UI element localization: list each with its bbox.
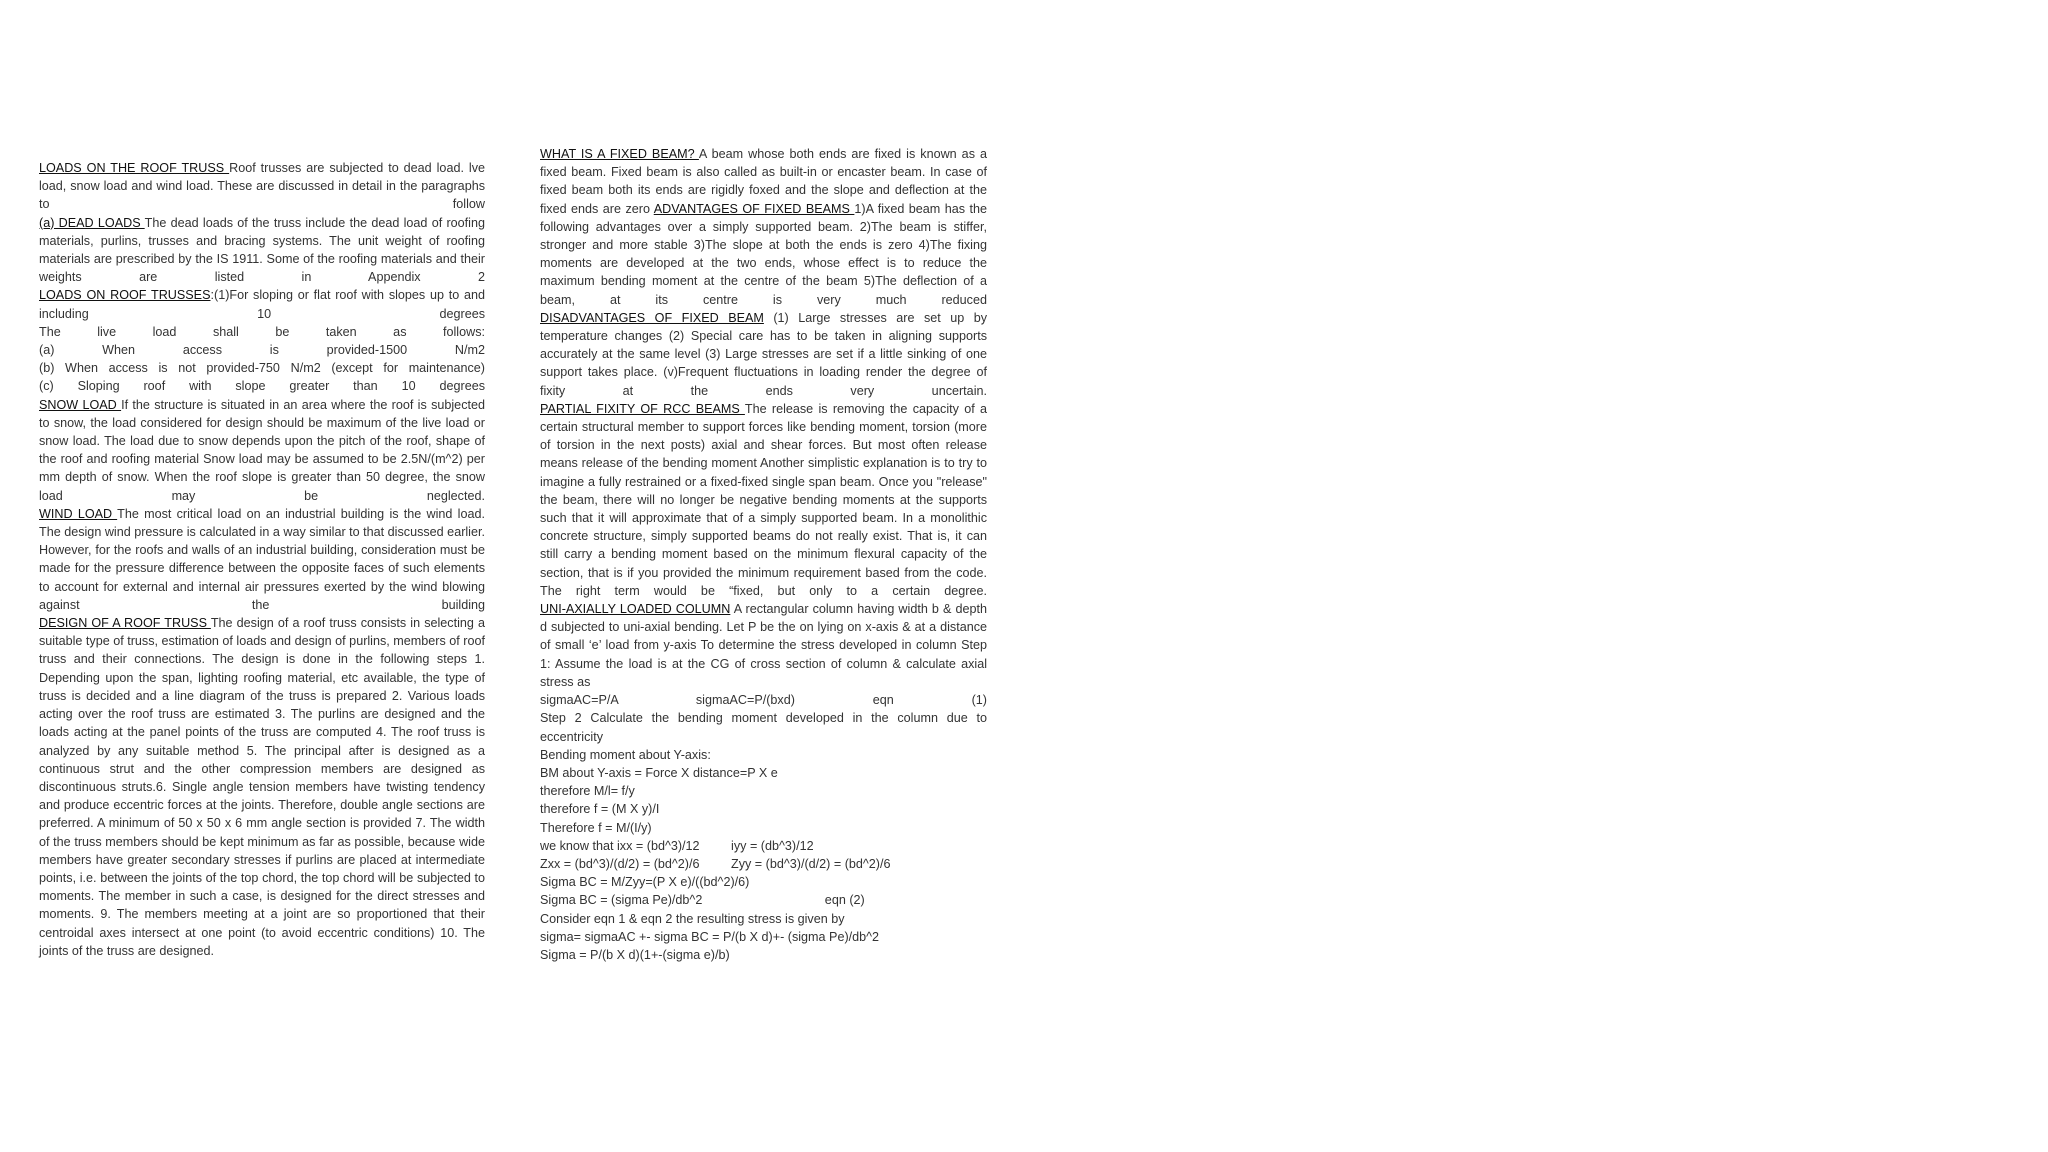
step2-paragraph: Step 2 Calculate the bending moment developed in the column due to eccentricity (540, 711, 987, 744)
formula-line: we know that ixx = (bd^3)/12 iyy = (db^3)/12 (540, 838, 814, 853)
dead-loads-paragraph (39, 214, 485, 287)
fixed-beam-text: A beam whose both ends are fixed is known as a fixed beam. Fixed beam is also called as built-in or encaster beam. In case of fixed beam both its ends are rigidly foxed and the slope and deflection at the fixed ends are zero (540, 147, 987, 216)
formula-line: Sigma BC = M/Zyy=(P X e)/((bd^2)/6) (540, 875, 750, 890)
wind-load-heading: WIND LOAD (39, 506, 118, 521)
wind-load-paragraph (39, 505, 485, 614)
fixed-beam-heading: WHAT IS A FIXED BEAM? (540, 147, 699, 161)
formula-line: Therefore f = M/(I/y) (540, 820, 652, 835)
wind-load-text: The most critical load on an industrial building is the wind load. The design wind pressure is calculated in a way similar to that discussed earlier. However, for the roofs and walls of an industrial building, consideration must be made for the pressure difference between the opposite faces of such elements to account for external and internal air pressures exerted by the wind blowing against the building (39, 506, 485, 612)
disadvantages-paragraph (540, 309, 987, 400)
snow-load-text: If the structure is situated in an area where the roof is subjected to snow, the load considered for design should be maximum of the live load or snow load. The load due to snow depends upon the pitch of the roof, shape of the roof and roofing material Snow load may be assumed to be 2.5N/(m^2) per mm depth of snow. When the roof slope is greater than 50 degree, the snow load may be neglected. (39, 397, 485, 503)
disadvantages-text: (1) Large stresses are set up by temperature changes (2) Special care has to be taken in aligning supports accurately at the same level (3) Large stresses are set if a little sinking of one support takes place. (v)Frequent fluctuations in loading render the degree of fixity at the ends very uncertain. (540, 310, 987, 398)
column-heading: UNI-AXIALLY LOADED COLUMN (540, 602, 731, 617)
formula-line: therefore f = (M X y)/I (540, 802, 660, 817)
snow-load-heading: SNOW LOAD (39, 397, 122, 412)
advantages-text: 1)A fixed beam has the following advantages over a simply supported beam. 2)The beam is stiffer, stronger and more stable 3)The slope at both the ends is zero 4)The fixing moments are developed at the two ends, whose effect is to reduce the maximum bending moment at the centre of the beam 5)The deflection of a beam, at its centre is very much reduced (540, 201, 987, 307)
loads-heading: LOADS ON THE ROOF TRUSS (39, 161, 230, 175)
column-text: A rectangular column having width b & depth d subjected to uni-axial bending. Let P be the on lying on x-axis & at a distance of small ‘e’ load from y-axis To determine the stress developed in column Step 1: Assume the load is at the CG of cross section of column & calculate axial stress as (540, 602, 987, 689)
partial-fixity-text: The release is removing the capacity of a certain structural member to support forces like bending moment, torsion (more of torsion in the next posts) axial and shear forces. But most often release means release of the bending moment Another simplistic explanation is to try to imagine a fully restrained or a fixed-fixed single span beam. Once you "release" the beam, there will no longer be negative bending moments at the supports such that it will approximate that of a simply supported beam. In a monolithic concrete structure, simply supported beams do not really exist. That is, it can still carry a bending moment based on the minimum flexural capacity of the section, that is if you provided the minimum requirement based from the code. The right term would be “fixed, but only to a certain degree. (540, 401, 987, 598)
dead-loads-text: The dead loads of the truss include the dead load of roofing materials, purlins, trusses and bracing systems. The unit weight of roofing materials are prescribed by the IS 1911. Some of the roofing materials and their weights are listed in Appendix 2 (39, 215, 485, 285)
roof-loads-heading: LOADS ON ROOF TRUSSES (39, 288, 211, 303)
formula-line: Sigma BC = (sigma Pe)/db^2 eqn (2) (540, 893, 865, 908)
advantages-heading: ADVANTAGES OF FIXED BEAMS (653, 201, 855, 216)
live-load-line: The live load shall be taken as follows: (39, 324, 485, 339)
partial-fixity-paragraph (540, 400, 987, 600)
snow-load-paragraph (39, 396, 485, 505)
loads-paragraph (39, 159, 485, 214)
formula-line: sigma= sigmaAC +- sigma BC = P/(b X d)+- (sigma Pe)/db^2 (540, 929, 880, 944)
access-b-line: (b) When access is not provided-750 N/m2 (except for maintenance) (39, 361, 485, 376)
design-heading: DESIGN OF A ROOF TRUSS (39, 616, 211, 631)
formula-line: therefore M/l= f/y (540, 784, 635, 799)
disadvantages-heading: DISADVANTAGES OF FIXED BEAM (540, 310, 764, 325)
left-column (39, 159, 485, 960)
design-text: The design of a roof truss consists in selecting a suitable type of truss, estimation of loads and design of purlins, members of roof truss and their connections. The design is done in the following steps 1. Depending upon the span, lighting roofing material, etc available, the type of truss is decided and a line diagram of the truss is prepared 2. Various loads acting over the roof truss are estimated 3. The purlins are designed and the loads acting at the panel points of the truss are computed 4. The roof truss is analyzed by any suitable method 5. The principal after is designed as a continuous strut and the other compression members are designed as discontinuous struts.6. Single angle tension members have twisting tendency and produce eccentric forces at the joints. Therefore, double angle sections are preferred. A minimum of 50 x 50 x 6 mm angle section is provided 7. The width of the truss members should be kept minimum as far as possible, because wide members have greater secondary stresses if purlins are placed at intermediate points, i.e. between the joints of the top chord, the top chord will be subjected to moments. The member in such a case, is designed for the direct stresses and moments. 9. The members meeting at a joint are so proportioned that their centroidal axes intersect at one point (to avoid eccentric conditions) 10. The joints of the truss are designed. (39, 616, 485, 958)
formula-line: Consider eqn 1 & eqn 2 the resulting stress is given by (540, 911, 845, 926)
right-column (540, 145, 987, 964)
loads-text: Roof trusses are subjected to dead load. lve load, snow load and wind load. These are discussed in detail in the paragraphs to follow (39, 161, 485, 212)
access-a-line: (a) When access is provided-1500 N/m2 (39, 343, 485, 358)
formula-line: BM about Y-axis = Force X distance=P X e (540, 765, 778, 780)
formula-line: Bending moment about Y-axis: (540, 747, 711, 762)
fixed-beam-paragraph (540, 145, 987, 309)
formula-line: Zxx = (bd^3)/(d/2) = (bd^2)/6 Zyy = (bd^3)/(d/2) = (bd^2)/6 (540, 856, 891, 871)
design-paragraph (39, 614, 485, 960)
eqn1-line: sigmaAC=P/A sigmaAC=P/(bxd) eqn (1) (540, 693, 987, 708)
column-paragraph (540, 600, 987, 691)
roof-loads-paragraph (39, 286, 485, 322)
partial-fixity-heading: PARTIAL FIXITY OF RCC BEAMS (540, 401, 745, 416)
access-c-line: (c) Sloping roof with slope greater than 10 degrees (39, 379, 485, 394)
formula-line: Sigma = P/(b X d)(1+-(sigma e)/b) (540, 947, 730, 962)
dead-loads-heading: (a) DEAD LOADS (39, 215, 145, 230)
roof-loads-text: :(1)For sloping or flat roof with slopes up to and including 10 degrees (39, 288, 486, 321)
